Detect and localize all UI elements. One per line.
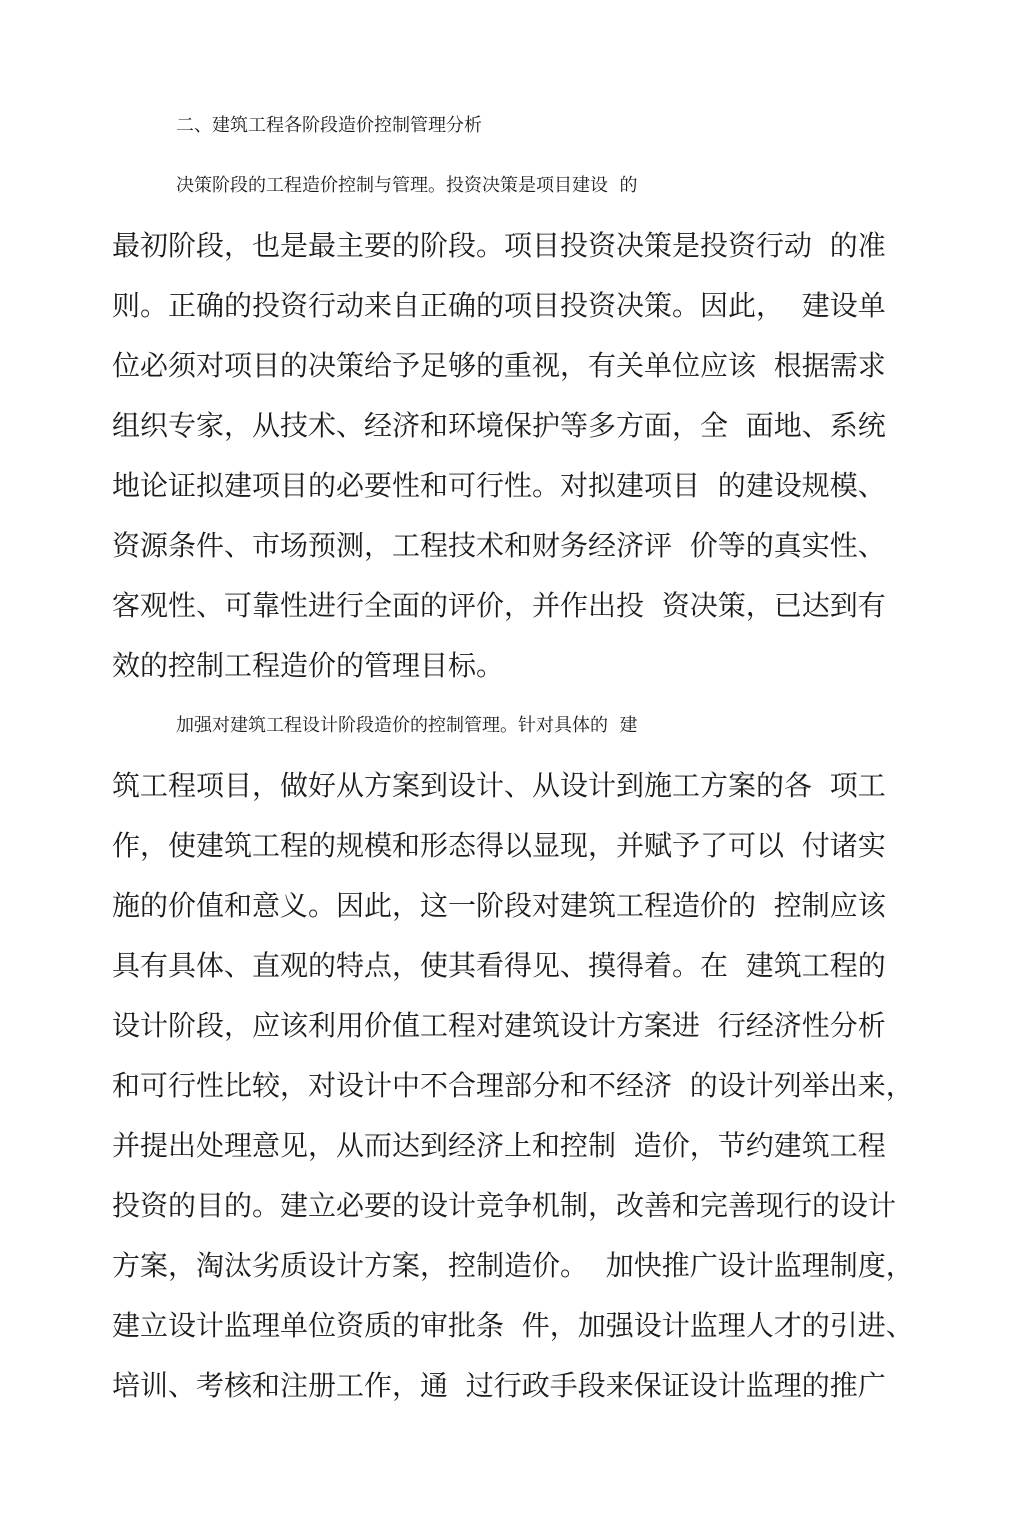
paragraph-2-line: 施的价值和意义。因此，这一阶段对建筑工程造价的 控制应该 (112, 889, 886, 922)
paragraph-2-line: 作，使建筑工程的规模和形态得以显现，并赋予了可以 付诸实 (112, 829, 886, 862)
paragraph-2-line: 建立设计监理单位资质的审批条 件，加强设计监理人才的引进、 (112, 1309, 914, 1342)
paragraph-2-line: 方案，淘汰劣质设计方案，控制造价。 加快推广设计监理制度， (112, 1249, 914, 1282)
paragraph-1-line: 决策阶段的工程造价控制与管理。投资决策是项目建设 的 (176, 175, 638, 196)
paragraph-1-line: 最初阶段，也是最主要的阶段。项目投资决策是投资行动 的准 (112, 229, 886, 262)
paragraph-1-line: 地论证拟建项目的必要性和可行性。对拟建项目 的建设规模、 (112, 469, 886, 502)
paragraph-2-line: 和可行性比较，对设计中不合理部分和不经济 的设计列举出来， (112, 1069, 914, 1102)
paragraph-2-line: 加强对建筑工程设计阶段造价的控制管理。针对具体的 建 (176, 715, 638, 736)
paragraph-2-line: 投资的目的。建立必要的设计竞争机制，改善和完善现行的设计 (112, 1189, 897, 1222)
paragraph-1-line: 则。正确的投资行动来自正确的项目投资决策。因此， 建设单 (112, 289, 886, 322)
paragraph-1-line: 资源条件、市场预测，工程技术和财务经济评 价等的真实性、 (112, 529, 886, 562)
paragraph-2-line: 具有具体、直观的特点，使其看得见、摸得着。在 建筑工程的 (112, 949, 886, 982)
paragraph-2-line: 培训、考核和注册工作，通 过行政手段来保证设计监理的推广 (112, 1369, 886, 1402)
section-heading: 二、建筑工程各阶段造价控制管理分析 (176, 115, 482, 136)
paragraph-1-line: 位必须对项目的决策给予足够的重视，有关单位应该 根据需求 (112, 349, 886, 382)
paragraph-2-line: 并提出处理意见，从而达到经济上和控制 造价，节约建筑工程 (112, 1129, 886, 1162)
paragraph-1-line: 客观性、可靠性进行全面的评价，并作出投 资决策，已达到有 (112, 589, 886, 622)
paragraph-2-line: 设计阶段，应该利用价值工程对建筑设计方案进 行经济性分析 (112, 1009, 886, 1042)
paragraph-1-line: 组织专家，从技术、经济和环境保护等多方面，全 面地、系统 (112, 409, 886, 442)
paragraph-1-line: 效的控制工程造价的管理目标。 (112, 649, 505, 682)
paragraph-2-line: 筑工程项目，做好从方案到设计、从设计到施工方案的各 项工 (112, 769, 886, 802)
